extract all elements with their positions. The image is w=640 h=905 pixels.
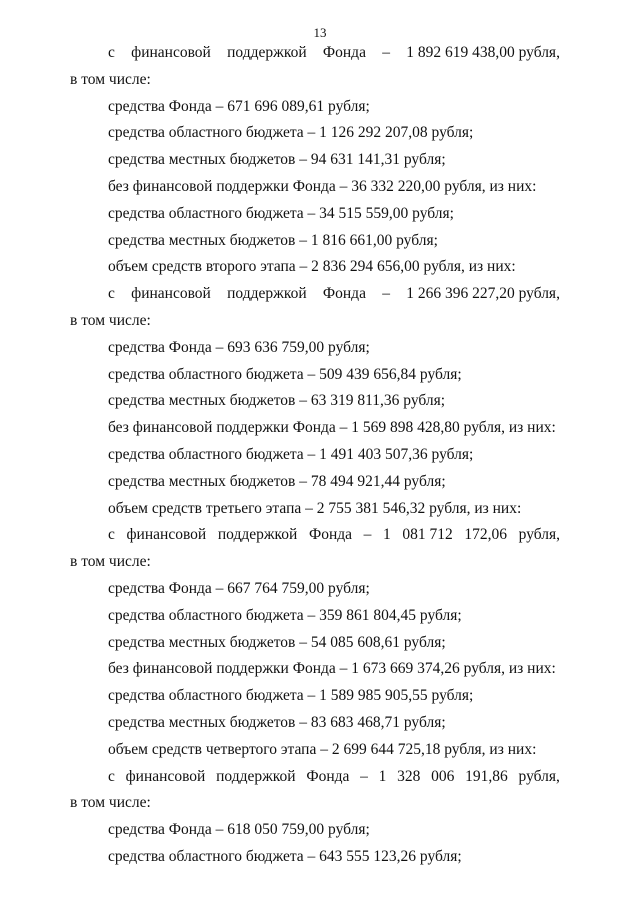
text-word: 081 712 — [402, 526, 453, 544]
text-line: в том числе: — [70, 553, 151, 571]
text-word: поддержкой — [216, 767, 296, 785]
text-word: поддержкой — [227, 44, 307, 61]
text-line: средства областного бюджета – 359 861 804,45 рубля; — [108, 606, 462, 624]
text-line: средства местных бюджетов – 1 816 661,00 рубля; — [108, 231, 438, 249]
text-line: в том числе: — [70, 794, 151, 812]
text-word: – — [360, 767, 368, 785]
text-word: – — [363, 526, 372, 544]
text-line: средства областного бюджета – 643 555 123,26 рубля; — [108, 848, 462, 865]
text-line: без финансовой поддержки Фонда – 1 673 669 374,26 рубля, из них: — [108, 660, 556, 678]
text-line: средства областного бюджета – 34 515 559,00 рубля; — [108, 204, 454, 222]
text-word: поддержкой — [217, 526, 298, 544]
text-word: рубля, — [518, 526, 560, 544]
text-word: 1 — [383, 526, 391, 544]
text-word: Фонда — [308, 526, 353, 544]
text-line: объем средств второго этапа – 2 836 294 656,00 рубля, из них: — [108, 258, 516, 276]
text-word: Фонда — [322, 44, 366, 61]
text-line — [108, 526, 560, 544]
text-line — [108, 44, 560, 62]
text-line: в том числе: — [70, 312, 151, 329]
page-number: 13 — [313, 25, 327, 40]
text-word: – — [382, 285, 390, 303]
text-line: средства Фонда – 618 050 759,00 рубля; — [108, 821, 370, 839]
text-word: с — [108, 767, 115, 785]
text-word: финансовой — [125, 767, 206, 785]
text-word: Фонда — [306, 767, 350, 785]
text-line: средства местных бюджетов – 94 631 141,31 рубля; — [108, 151, 446, 169]
text-line: средства местных бюджетов – 63 319 811,36 рубля; — [108, 392, 446, 410]
text-line: средства областного бюджета – 1 491 403 507,36 рубля; — [108, 446, 474, 463]
text-line: средства областного бюджета – 509 439 656,84 рубля; — [108, 365, 462, 383]
text-word: с — [108, 44, 115, 61]
text-line: без финансовой поддержки Фонда – 36 332 220,00 рубля, из них: — [108, 178, 537, 195]
text-word: рубля, — [518, 767, 560, 785]
text-word: 006 — [431, 767, 455, 785]
text-word: 172,06 — [464, 526, 508, 544]
text-line: без финансовой поддержки Фонда – 1 569 898 428,80 рубля, из них: — [108, 419, 556, 437]
text-line: средства местных бюджетов – 54 085 608,61 рубля; — [108, 633, 446, 651]
text-line: объем средств четвертого этапа – 2 699 644 725,18 рубля, из них: — [108, 740, 537, 758]
text-line: средства местных бюджетов – 78 494 921,44 рубля; — [108, 472, 446, 490]
text-word: с — [108, 285, 115, 303]
text-word: 328 — [397, 767, 421, 785]
text-line: средства Фонда – 667 764 759,00 рубля; — [108, 580, 370, 597]
text-line: в том числе: — [70, 70, 151, 88]
text-line: средства областного бюджета – 1 589 985 905,55 рубля; — [108, 687, 474, 705]
text-word: 1 266 396 227,20 рубля, — [406, 285, 560, 303]
text-line: объем средств третьего этапа – 2 755 381 546,32 рубля, из них: — [108, 499, 522, 517]
text-line: средства местных бюджетов – 83 683 468,71 рубля; — [108, 714, 446, 731]
text-word: с — [108, 526, 115, 544]
text-line: средства областного бюджета – 1 126 292 207,08 рубля; — [108, 124, 474, 142]
text-word: – — [382, 44, 390, 61]
text-line — [108, 285, 560, 303]
text-line: средства Фонда – 671 696 089,61 рубля; — [108, 97, 370, 115]
text-word: финансовой — [131, 285, 211, 303]
text-word: финансовой — [131, 44, 211, 61]
text-line — [108, 768, 560, 786]
text-line: средства Фонда – 693 636 759,00 рубля; — [108, 338, 370, 356]
text-word: финансовой — [126, 526, 207, 544]
text-word: поддержкой — [227, 285, 307, 303]
text-word: Фонда — [322, 285, 366, 303]
text-word: 191,86 — [465, 767, 508, 785]
text-word: 1 — [378, 767, 387, 785]
text-word: 1 892 619 438,00 рубля, — [406, 44, 560, 61]
